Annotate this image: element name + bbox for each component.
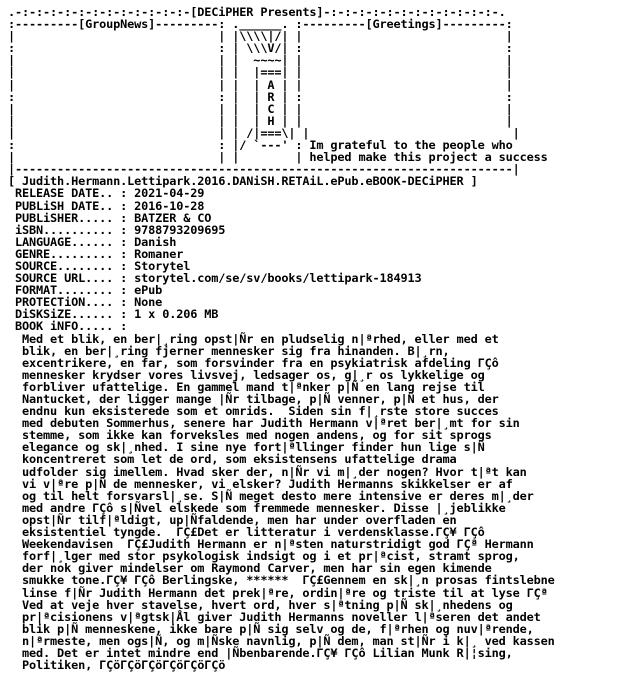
nfo-line: endnu kun eksisterede som et omrids. Siden sin f|¸rste store succes [8, 404, 499, 419]
nfo-line: | | | ~~~~| | | [8, 53, 513, 68]
nfo-line: Ved at veje hver stavelse, hvert ord, hver s|ªtning p|Ñ sk|¸nhedens og [8, 597, 513, 612]
nfo-line: DiSKSiZE...... : 1 x 0.206 MB [8, 307, 219, 322]
nfo-line: RELEASE DATE.. : 2021-04-29 [8, 186, 205, 201]
nfo-line: forbliver ufattelige. En gammel mand t|ªnker p|Ñ en lang rejse til [8, 379, 485, 394]
nfo-line: blik, en ber|¸ring fjerner mennesker sig fra hinanden. B|¸rn, [8, 343, 450, 358]
nfo-line: forf|¸lger med stor psykologisk indsigt og i et pr|ªcist, stramt sprog, [8, 549, 520, 564]
nfo-line: FORMAT........ : ePub [8, 283, 163, 298]
nfo-line: eksistentiel tyngde. ΓÇ£Det er litteratur i verdensklasse.ΓÇ¥ ΓÇô [8, 525, 485, 540]
nfo-line: n|ªrmeste, men ogs|Ñ, og m|Ñske navnlig, p|Ñ dem, man st|Ñr i k|¸ ved kassen [8, 633, 555, 648]
nfo-line: | | | | helped make this project a success [8, 150, 548, 165]
nfo-line: :---------[GroupNews]---------: .______. :---------[Greetings]---------: [8, 17, 513, 32]
nfo-line: elegance og sk|¸nhed. I sine nye fort|ªllinger finder hun lige s|Ñ [8, 440, 485, 455]
nfo-line: SOURCE........ : Storytel [8, 258, 191, 273]
nfo-line: | | | /|===\| | | [8, 125, 520, 140]
nfo-line: : : | | R | : : [8, 89, 513, 104]
nfo-line: PROTECTiON.... : None [8, 295, 163, 310]
nfo-line: [ Judith.Hermann.Lettipark.2016.DANiSH.RETAiL.ePub.eBOOK-DECiPHER ] [8, 174, 478, 189]
nfo-line: opst|Ñr tilf|ªldigt, up|Ñfaldende, men har under overfladen en [8, 512, 457, 527]
nfo-line: : : |/ `---' : Im grateful to the people who [8, 138, 513, 153]
nfo-line: vi v|ªre p|Ñ de mennesker, vi elsker? Judith Hermanns skikkelser er af [8, 476, 513, 491]
nfo-line: |-----------------------------------------------------------------------| [8, 162, 520, 177]
nfo-line: med andre ΓÇô s|Ñvel elskede som fremmede mennesker. Disse |¸jeblikke [8, 500, 506, 515]
nfo-line: | | | | H | | | [8, 113, 513, 128]
nfo-line: pr|ªcisionens v|ªgtsk|Ål giver Judith Hermanns noveller l|ªseren det andet [8, 609, 541, 624]
nfo-line: excentrikere, en far, som forsvinder fra en psykiatrisk afdeling ΓÇô [8, 355, 499, 370]
nfo-line: stemme, som ikke kan forveksles med nogen andens, og for sit sprogs [8, 428, 492, 443]
nfo-line: der nok giver mindelser om Raymond Carver, men har sin egen kimende [8, 561, 492, 576]
nfo-line: Politiken, ΓÇöΓÇöΓÇöΓÇöΓÇöΓÇö [8, 658, 226, 673]
nfo-line: | | | |===| | | [8, 65, 513, 80]
nfo-line: GENRE......... : Romaner [8, 246, 184, 261]
nfo-line: PUBLiSHER..... : BATZER & CO [8, 210, 212, 225]
nfo-line: og til helt forsvarsl|¸se. S|Ñ meget desto mere intensive er deres m|¸der [8, 488, 534, 503]
nfo-line: udfolder sig imellem. Hvad sker der, n|Ñr vi m|¸der nogen? Hvor t|ªt kan [8, 464, 527, 479]
nfo-line: LANGUAGE...... : Danish [8, 234, 177, 249]
nfo-line: | | | | A | | | [8, 77, 513, 92]
nfo-line: linse f|Ñr Judith Hermann det prek|ªre, ordin|ªre og triste til at lyse ΓÇª [8, 585, 548, 600]
nfo-line: blik p|Ñ menneskene, ikke bare p|Ñ sig selv og de, f|ªrhen og nuv|ªrende, [8, 621, 534, 636]
nfo-line: | | | | C | | | [8, 101, 513, 116]
nfo-line: SOURCE URL.... : storytel.com/se/sv/books/lettipark-184913 [8, 271, 422, 286]
nfo-line: BOOK iNFO..... : [8, 319, 128, 334]
nfo-line: .-:-:-:-:-:-:-:-:-:-:-:-:-[DECiPHER Presents]-:-:-:-:-:-:-:-:-:-:-:-:-. [8, 5, 506, 19]
nfo-line: iSBN.......... : 9788793209695 [8, 222, 226, 237]
nfo-line: mennesker krydser vores livsvej, ledsager os, g|¸r os lykkelige og [8, 367, 485, 382]
nfo-line: Med et blik, en ber|¸ring opst|Ñr en pludselig n|ªrhed, eller med et [8, 331, 499, 346]
nfo-line: | | |\\\\|/| | | [8, 29, 513, 44]
nfo-line: smukke tone.ΓÇ¥ ΓÇô Berlingske, ****** ΓÇ£Gennem en sk|¸n prosas fintslebne [8, 573, 555, 588]
nfo-line: med debuten Sommerhus, senere har Judith Hermann v|ªret ber|¸mt for sin [8, 416, 520, 431]
nfo-line: : : | \\\V/| : : [8, 41, 513, 56]
nfo-line: PUBLiSH DATE.. : 2016-10-28 [8, 198, 205, 213]
nfo-line: med. Det er intet mindre end |Ñbenbarende.ΓÇ¥ ΓÇô Lilian Munk R|¦sing, [8, 645, 513, 660]
nfo-line: koncentreret som let de ord, som eksistensens ufattelige drama [8, 452, 457, 467]
nfo-line: Nantucket, der ligger mange |Ñr tilbage, p|Ñ venner, p|Ñ et hus, der [8, 392, 499, 406]
nfo-line: Weekendavisen ΓÇ£Judith Hermann er n|ªsten naturstridigt god ΓÇª Hermann [8, 537, 534, 552]
